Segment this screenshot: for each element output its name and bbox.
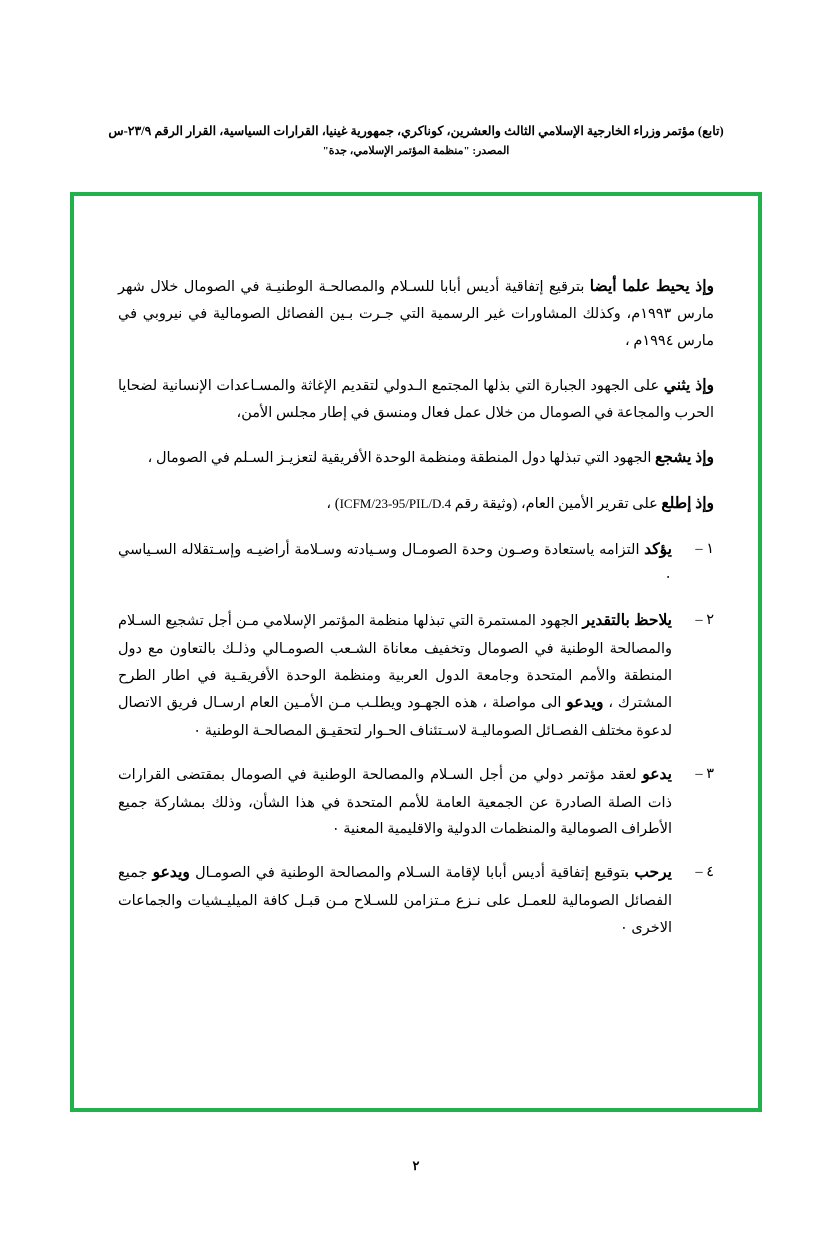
document-reference-number: ICFM/23-95/PIL/D.4 xyxy=(339,495,452,511)
list-item xyxy=(118,859,714,941)
header-source-line: المصدر: "منظمة المؤتمر الإسلامي، جدة" xyxy=(322,144,510,157)
list-item-number: ٤ – xyxy=(695,864,714,881)
preamble-text: بترقيع إتفاقية أديس أبابا للسـلام والمصالحـة الوطنيـة في الصومال خلال شهر مارس ١٩٩٣م، وكذلك المشاورات غير الرسمية التي جـرت بـين الفصائل الصومالية في نيروبي في مارس ١٩٩٤م ، xyxy=(118,278,715,349)
page-header xyxy=(88,122,744,159)
list-item-text: لعقد مؤتمر دولي من أجل السـلام والمصالحة الوطنية في الصومال بمقتضى القرارات ذات الصلة الصادرة عن الجمعية العامة للأمم المتحدة في هذا الشأن، وذلك بمشاركة جميع الأطراف الصومالية والمنظمات الدولية والاقليمية المعنية ٠ xyxy=(118,766,672,838)
preamble-lead: وإذ يثني xyxy=(663,376,714,394)
list-item-text: بتوقيع إتفاقية أديس أبابا لإقامة السـلام والمصالحة الوطنية في الصومـال xyxy=(189,865,635,882)
preamble-lead: وإذ إطلع xyxy=(661,494,714,512)
list-item-lead: يلاحظ بالتقدير xyxy=(582,612,673,630)
preamble-paragraph xyxy=(118,372,714,427)
list-item-number: ١ – xyxy=(695,540,714,557)
list-item-body xyxy=(118,536,672,591)
list-item-lead-secondary: ويدعو xyxy=(152,864,190,882)
preamble-paragraph xyxy=(118,273,714,355)
header-title-line: (تابع) مؤتمر وزراء الخارجية الإسلامي الثالث والعشرين، كوناكري، جمهورية غينيا، القرارات السياسية، القرار الرقم ٢٣/٩-س xyxy=(108,124,724,138)
preamble-text: على الجهود الجبارة التي بذلها المجتمع الـدولي لتقديم الإغاثة والمسـاعدات الإنسانية لضحايا الحرب والمجاعة في الصومال من خلال عمل فعال ومنسق في إطار مجلس الأمن، xyxy=(118,377,714,422)
preamble-lead: وإذ يشجع xyxy=(655,449,714,467)
list-item-lead-secondary: ويدعو xyxy=(566,694,604,712)
document-body xyxy=(118,258,714,957)
preamble-lead: وإذ يحيط علما أيضا xyxy=(589,277,714,295)
list-item-text-secondary: الى مواصلة ، هذه الجهـود ويطلـب مـن الأمـين العام ارسـال فريق الاتصال لدعوة مختلف الفصـائل الصوماليـة لاسـتئناف الحـوار لتحقيـق المصالحـة الوطنية ٠ xyxy=(118,695,672,740)
list-item xyxy=(118,607,714,745)
list-item-text-secondary: جميع الفصائل الصومالية للعمـل على نـزع مـتزامن للسـلاح مـن قبـل كافة الميليـشيات والجماعات الاخرى ٠ xyxy=(118,865,672,936)
list-item xyxy=(118,761,714,843)
preamble-paragraph xyxy=(118,444,714,473)
preamble-text: الجهود التي تبذلها دول المنطقة ومنظمة الوحدة الأفريقية لتعزيـز السـلم في الصومال ، xyxy=(147,450,656,467)
preamble-paragraph-with-reference xyxy=(118,490,714,519)
list-item xyxy=(118,536,714,591)
list-item-body xyxy=(118,607,672,745)
list-item-text: الجهود المستمرة التي تبذلها منظمة المؤتمر الإسلامي مـن أجل تشجيع السـلام والمصالحة الوطنية في الصومال وتخفيف معاناة الشـعب الصومـالي وذلـك بالتعاون مع دول المنطقة والأمم المتحدة وجامعة الدول العربية ومنظمة الوحدة الأفريقـية في اطار الطرح المشترك ، xyxy=(118,613,672,712)
list-item-text: التزامه ياستعادة وصـون وحدة الصومـال وسـيادته وسـلامة أراضيـه وإسـتقلاله السـياسي ٠ xyxy=(118,541,672,586)
list-item-lead: يرحب xyxy=(634,864,672,882)
list-item-body xyxy=(118,761,672,843)
preamble-text-after: ) ، xyxy=(326,495,340,512)
list-item-number: ٣ – xyxy=(695,765,714,782)
list-item-lead: يؤكد xyxy=(644,540,672,558)
preamble-text: على تقرير الأمين العام، (وثيقة رقم xyxy=(451,495,662,512)
list-item-body xyxy=(118,859,672,941)
list-item-number: ٢ – xyxy=(695,612,714,629)
list-item-lead: يدعو xyxy=(642,765,672,783)
page-number: ٢ xyxy=(412,1158,420,1173)
